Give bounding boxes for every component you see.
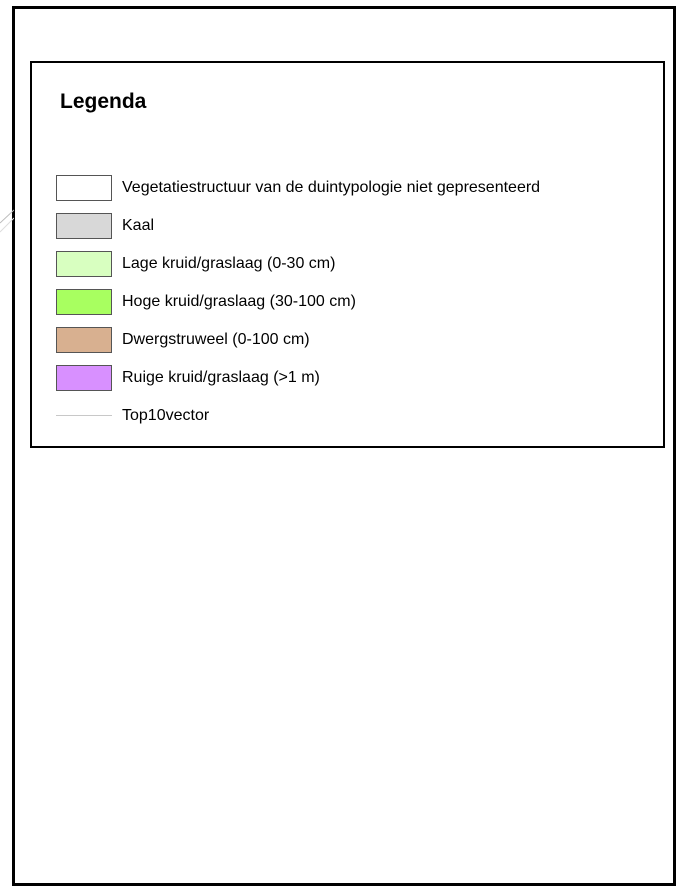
legend-item-top10vector: [56, 397, 540, 435]
legend-label: Vegetatiestructuur van de duintypologie niet gepresenteerd: [122, 179, 541, 196]
legend-line-symbol: [56, 403, 112, 429]
legend-label: Dwergstruweel (0-100 cm): [122, 331, 310, 348]
legend-label: Hoge kruid/graslaag (30-100 cm): [122, 293, 356, 310]
map-edge-fragment: [0, 168, 14, 258]
legend-panel: [30, 61, 665, 448]
legend-swatch: [56, 327, 112, 353]
legend-item-niet-gepresenteerd: [56, 169, 540, 207]
legend-item-ruige-kruid: [56, 359, 540, 397]
legend-swatch: [56, 175, 112, 201]
legend-label: Ruige kruid/graslaag (>1 m): [122, 369, 320, 386]
legend-item-lage-kruid: [56, 245, 540, 283]
legend-label: Top10vector: [122, 407, 210, 424]
legend-label: Lage kruid/graslaag (0-30 cm): [122, 255, 336, 272]
legend-swatch: [56, 213, 112, 239]
legend-list: [56, 169, 540, 435]
legend-swatch: [56, 289, 112, 315]
legend-swatch: [56, 365, 112, 391]
legend-label: Kaal: [122, 217, 155, 234]
legend-item-kaal: [56, 207, 540, 245]
legend-swatch: [56, 251, 112, 277]
legend-item-dwergstruweel: [56, 321, 540, 359]
legend-title: Legenda: [60, 90, 147, 113]
legend-item-hoge-kruid: [56, 283, 540, 321]
